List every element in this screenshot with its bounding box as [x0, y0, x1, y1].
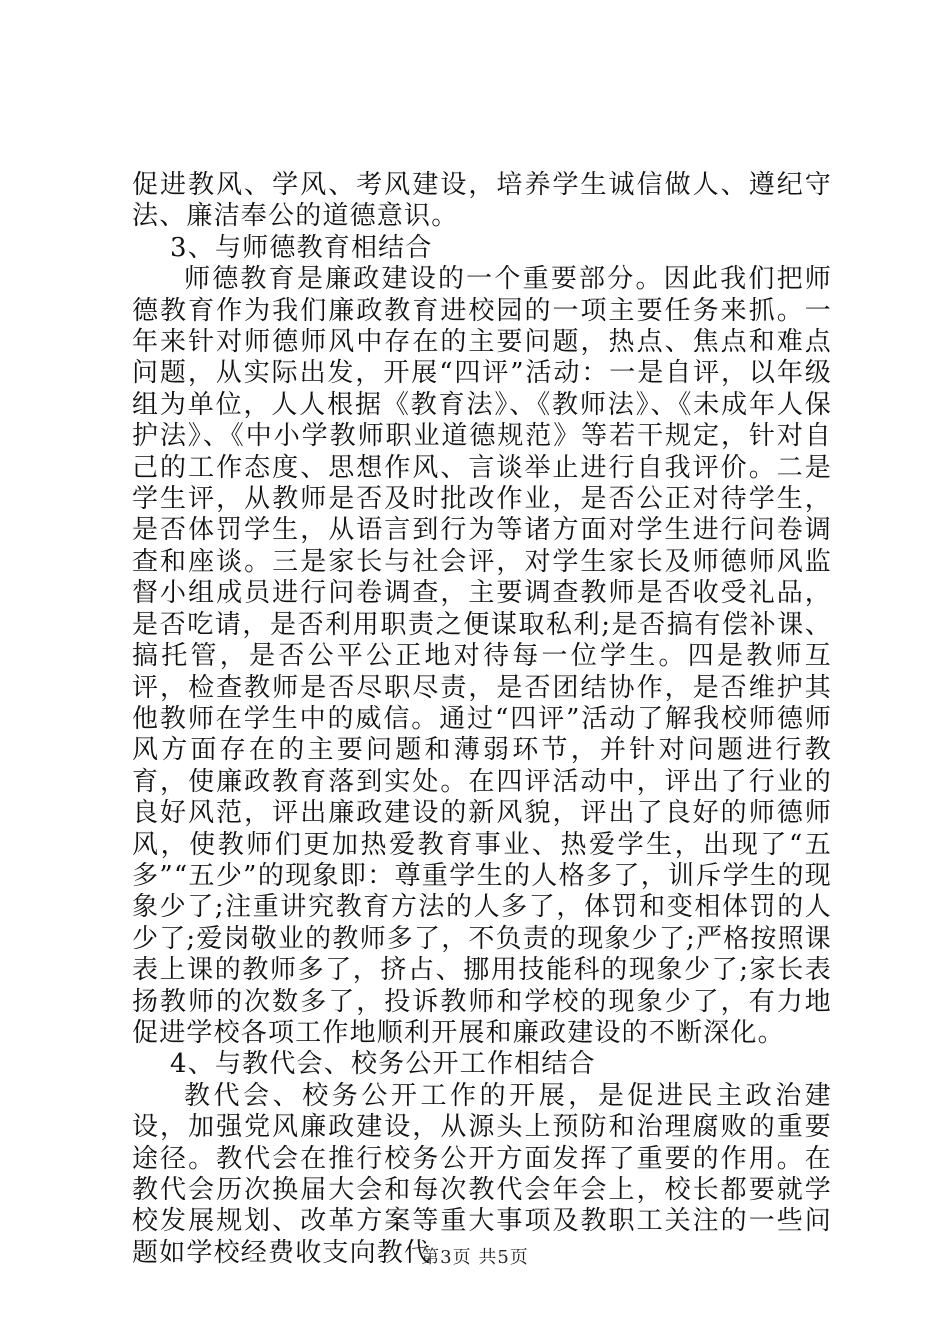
section-heading-3: 3、与师德教育相结合 — [170, 232, 433, 263]
section-heading-4: 4、与教代会、校务公开工作相结合 — [170, 1049, 596, 1080]
paragraph-continuation: 促进教风、学风、考风建设，培养学生诚信做人、遵纪守法、廉洁奉公的道德意识。 — [132, 170, 832, 232]
page-number-footer: 第3页 共5页 — [421, 1247, 529, 1268]
paragraph-staff-congress: 教代会、校务公开工作的开展，是促进民主政治建设，加强党风廉政建设，从源头上预防和治理腐败的重要途径。教代会在推行校务公开方面发挥了重要的作用。在教代会历次换届大会和每次教代会年会上，校长都要就学校发展规划、改革方案等重大事项及教职工关注的一些问题如学校经费收支向教代 — [132, 1080, 832, 1268]
document-body — [132, 170, 832, 1269]
paragraph-teacher-ethics: 师德教育是廉政建设的一个重要部分。因此我们把师德教育作为我们廉政教育进校园的一项主要任务来抓。一年来针对师德师风中存在的主要问题，热点、焦点和难点问题，从实际出发，开展“四评”活动：一是自评，以年级组为单位，人人根据《教育法》、《教师法》、《未成年人保护法》、《中小学教师职业道德规范》等若干规定，针对自己的工作态度、思想作风、言谈举止进行自我评价。二是学生评，从教师是否及时批改作业，是否公正对待学生，是否体罚学生，从语言到行为等诸方面对学生进行问卷调查和座谈。三是家长与社会评，对学生家长及师德师风监督小组成员进行问卷调查，主要调查教师是否收受礼品，是否吃请，是否利用职责之便谋取私利;是否搞有偿补课、搞托管，是否公平公正地对待每一位学生。四是教师互评，检查教师是否尽职尽责，是否团结协作，是否维护其他教师在学生中的威信。通过“四评”活动了解我校师德师风方面存在的主要问题和薄弱环节，并针对问题进行教育，使廉政教育落到实处。在四评活动中，评出了行业的良好风范，评出廉政建设的新风貌，评出了良好的师德师风，使教师们更加热爱教育事业、热爱学生，出现了“五多”“五少”的现象即：尊重学生的人格多了，训斥学生的现象少了;注重讲究教育方法的人多了，体罚和变相体罚的人少了;爱岗敬业的教师多了，不负责的现象少了;严格按照课表上课的教师多了，挤占、挪用技能科的现象少了;家长表扬教师的次数多了，投诉教师和学校的现象少了，有力地促进学校各项工作地顺利开展和廉政建设的不断深化。 — [132, 264, 832, 1048]
